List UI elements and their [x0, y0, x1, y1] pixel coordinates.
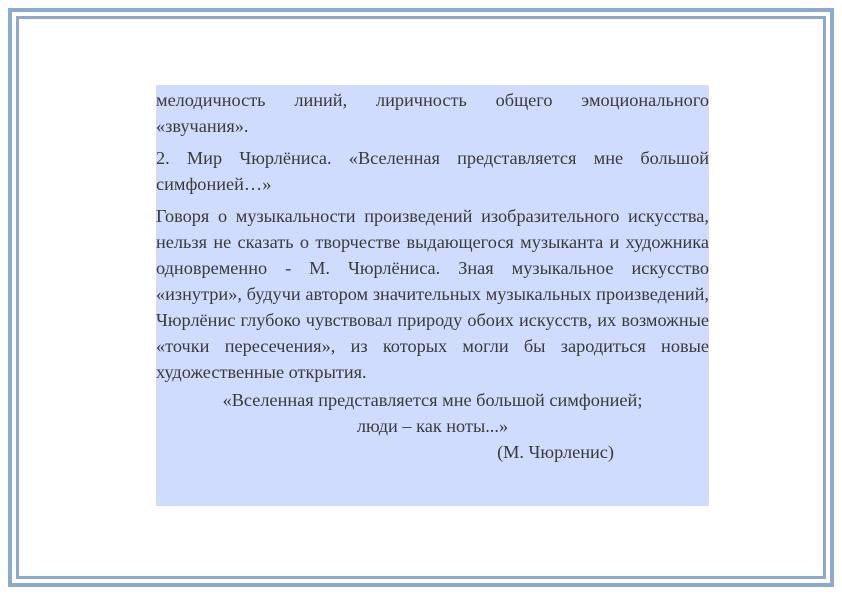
quote-line-1: «Вселенная представляется мне большой симфонией;	[222, 390, 643, 410]
paragraph-body: Говоря о музыкальности произведений изобразительного искусства, нельзя не сказать о творчестве выдающегося музыканта и художника одновременно - М. Чюрлёниса. Зная музыкальное искусство «изнутри», будучи автором значительных музыкальных произведений, Чюрлёнис глубоко чувствовал природу обоих искусств, их возможные «точки пересечения», из которых могли бы зародиться новые художественные открытия.	[156, 206, 709, 382]
quote-author: (М. Чюрленис)	[497, 442, 614, 462]
paragraph-heading: 2. Мир Чюрлёниса. «Вселенная представляется мне большой симфонией…»	[156, 148, 709, 194]
paragraph-intro: мелодичность линий, лиричность общего эмоционального «звучания».	[156, 90, 709, 136]
quote-line-2: люди – как ноты...»	[356, 416, 509, 436]
text-box	[156, 85, 709, 506]
